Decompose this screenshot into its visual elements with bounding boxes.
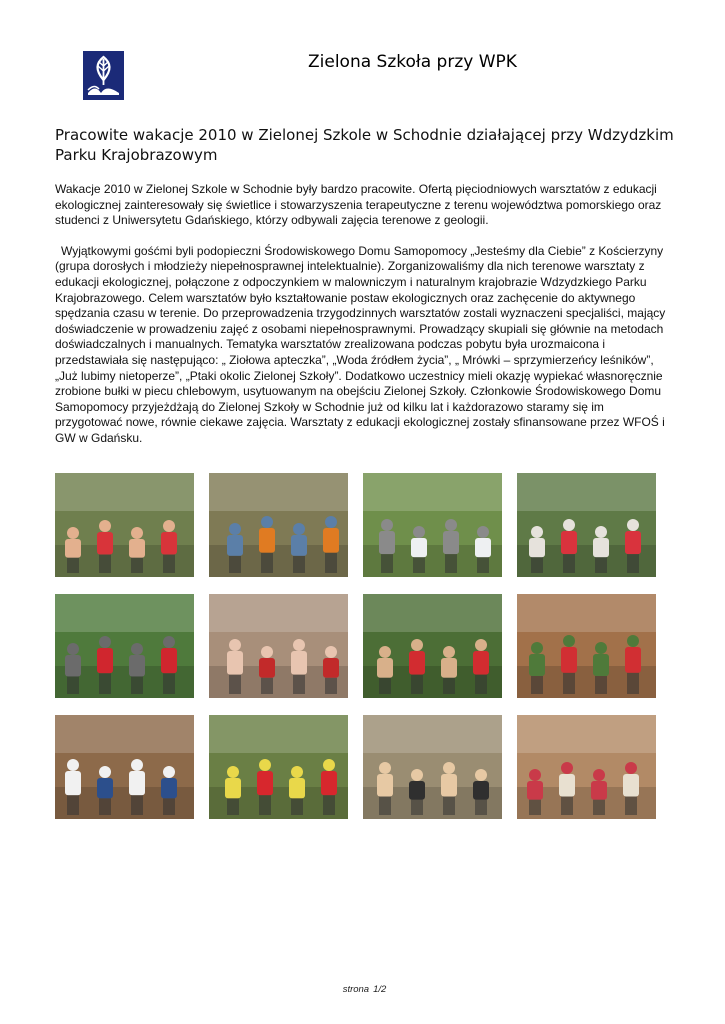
site-title: Zielona Szkoła przy WPK: [308, 52, 517, 72]
page-number: 1/2: [373, 984, 387, 995]
photo-boy-white-cap: [55, 715, 194, 819]
photo-group-by-tree: [55, 594, 194, 698]
page-label: strona: [342, 984, 370, 995]
park-logo: [83, 51, 124, 100]
article-title: Pracowite wakacje 2010 w Zielonej Szkole w Schodnie działającej przy Wdzydzkim Parku Krajobrazowym: [55, 126, 674, 164]
photo-baking-indoors: [363, 715, 502, 819]
photo-kneading-dough: [517, 715, 656, 819]
photo-group-in-field: [363, 594, 502, 698]
page-footer: [0, 984, 725, 995]
photo-group-with-banner: [363, 473, 502, 577]
photo-drawing-at-table: [209, 594, 348, 698]
photo-group-forest: [517, 473, 656, 577]
photo-workshop-indoors: [517, 594, 656, 698]
photo-crayfish-in-hand: [55, 473, 194, 577]
article-paragraph-1: Wakacje 2010 w Zielonej Szkole w Schodnie były bardzo pracowite. Ofertą pięciodniowych warsztatów z edukacji ekologicznej zainteresowały się świetlice i stowarzyszenia terapeutyczne z terenu województwa pomorskiego oraz studenci z Uniwersytetu Gdańskiego, którzy odbywali zajęcia terenowe z geologii.: [55, 182, 662, 228]
leaf-logo-icon: [85, 53, 122, 98]
article-paragraph-2: Wyjątkowymi gośćmi byli podopieczni Środowiskowego Domu Samopomocy „Jesteśmy dla Ciebie” z Kościerzyny (grupa dorosłych i młodzieży niepełnosprawnej intelektualnie). Zorganizowaliśmy dla nich terenowe warsztaty z edukacji ekologicznej, połączone z odpoczynkiem w malowniczym i naturalnym krajobrazie Wdzydzkiego Parku Krajobrazowego. Celem warsztatów było kształtowanie postaw ekologicznych oraz zachęcenie do aktywnego spędzania czasu w terenie. Do przeprowadzenia trzygodzinnych warsztatów zostali wyznaczeni specjaliści, mający doświadczenie w prowadzeniu zajęć z osobami niepełnosprawnymi. Prowadzący skupiali się głównie na metodach doświadczalnych i manualnych. Tematyka warsztatów zrealizowana podczas pobytu była urozmaicona i przedstawiała się następująco: „ Ziołowa apteczka”, „Woda źródłem życia”, „ Mrówki – sprzymierzeńcy leśników”, „Już lubimy nietoperze”, „Ptaki okolic Zielonej Szkoły”. Dodatkowo uczestnicy mieli okazję wypiekać własnoręcznie zrobione bułki w piecu chlebowym, usytuowanym na obejściu Zielonej Szkoły. Członkowie Środowiskowego Domu Samopomocy przyjeżdżają do Zielonej Szkoły w Schodnie już od kilku lat i każdorazowo staramy się im przygotować nowe, równie ciekawe zajęcia. Warsztaty z edukacji ekologicznej zostały sfinansowane przez WFOŚ i GW w Gdańsku.: [55, 243, 666, 445]
photo-outdoor-cooking: [209, 715, 348, 819]
photo-campfire: [209, 473, 348, 577]
article-body: [55, 182, 673, 447]
